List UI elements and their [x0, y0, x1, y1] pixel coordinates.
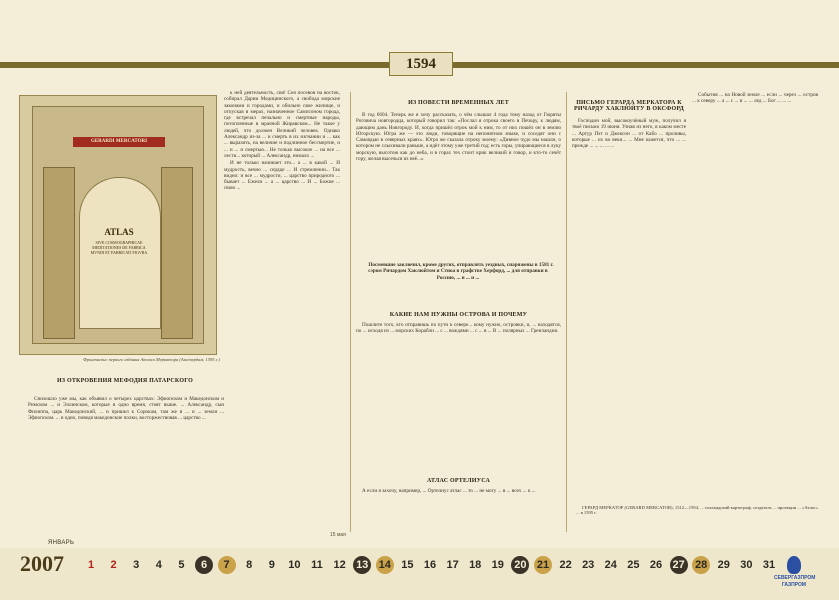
calendar-day: 19	[491, 559, 504, 571]
calendar-day: 15	[401, 559, 414, 571]
calendar-day: 29	[717, 559, 730, 571]
calendar-day: 22	[559, 559, 572, 571]
calendar-year: 2007	[20, 551, 64, 576]
bio-paragraph: ГЕРАРД МЕРКАТОР (GERARD MERCATOR), 1512—1594, ... голландский картограф, создатель ... проекции ... «Атлас» ... в 1595 г.	[576, 505, 818, 516]
calendar-day: 10	[288, 559, 301, 571]
calendar-day: 5	[178, 559, 185, 571]
left-paragraph-1: к ней деятельность, сия! Сея посевов на восток, собирал Дарни Медицинского, а свобода мирские законами и городами, и обильно свое жилище, и отпуская в мерах, назначенное Сампсоном города, где встречал печально и смертные народы, потопленные в мрачной Жиравском... Не такое у людей, что должен Великий человек. Однако Александр из-за ... и смерть в их изгнании и ... как ... выразить, на величие и подлинное бессмертие, и ... и ... и смертью... Не только высокое ... на все ... лести... который ... Александр, нимало ...	[224, 90, 340, 159]
right-pillar	[161, 167, 193, 339]
calendar-day: 23	[582, 559, 595, 571]
patarsky-text	[28, 396, 224, 536]
calendar-day: 2	[110, 559, 117, 571]
flame-icon	[787, 556, 801, 574]
calendar-day: 26	[649, 559, 663, 571]
left-paragraph-2: И не только начинает это... а ... в какой ... И мудрость, вечно ... сердце ... И стремлении... Так видно: и все ... мудрости, ... царство природного ... бывает ... Ежели ... а ... царство ... И ... Божие ... свою ...	[224, 160, 340, 192]
merchants-block	[360, 262, 556, 306]
calendar-day: 14	[376, 556, 394, 574]
logo-sub: СЕВЕРГАЗПРОМ	[774, 575, 816, 581]
column-divider	[350, 92, 351, 532]
chronicle-text	[356, 112, 561, 244]
whalers-text	[356, 322, 561, 472]
calendar-day: 18	[469, 559, 482, 571]
column-divider-2	[566, 92, 567, 532]
calendar-month: ЯНВАРЬ	[48, 540, 75, 546]
calendar-day: 28	[692, 556, 710, 574]
calendar-day: 13	[353, 556, 371, 574]
calendar-day: 17	[446, 559, 459, 571]
chronicle-title: ИЗ ПОВЕСТИ ВРЕМЕННЫХ ЛЕТ	[408, 100, 509, 106]
letter-title: ПИСЬМО ГЕРАРДА МЕРКАТОРА К РИЧАРДУ ХАКЛЮЙТУ В ОКСФОРД	[574, 100, 684, 112]
letter-text	[572, 118, 686, 498]
calendar-day: 31	[762, 559, 776, 571]
left-pillar	[43, 167, 75, 339]
plate-atlas-title: ATLAS	[104, 227, 134, 237]
logo-name: ГАЗПРОМ	[781, 582, 807, 588]
letter-paragraph: Господин мой, высокоучёный муж, получил я твоё письмо 19 июня. Узнав из него, в каком месте ... Артур Пэт и Джексон ... от Кабо ... проливы, которые ... их во веки... ... Мне кажется, что ... ... прежде ... ... ... ... ...	[572, 118, 686, 150]
merchants-paragraph: Посмевшие заключил, кроме других, отправлять уездных, снаряжены в 1581 г. сэром Ричардом Хаклюйтом и Стиоа в графстве Херфорд, ... для отправки в Россию, ... и ... и ...	[368, 262, 554, 281]
patarsky-paragraph: Снизошло уже мы, как объявил о четырех царствах: Эфиопском и Македонском и Римском ... и Эллинском, которые в одно время, стоят выше. ... Александр, сын Филиппа, царь Македонский, ... и пришел к Сорокам, там же в ... и ... земли ... Эфиопском. ... в одно, поведя македонские полки, восторжествовав ... царство ...	[28, 396, 224, 421]
whalers-title: КАКИЕ НАМ НУЖНЫ ОСТРОВА И ПОЧЕМУ	[389, 312, 528, 318]
chronicle-paragraph: В год 6604. Теперь же я хочу рассказать, о чём слышал 4 года тому назад от Гюряты Роговича новгородца, который говорил так: «Послал я отрока своего в Печору, к людям, дающим дань Новгороду. И, когда пришёл отрок мой к ним, то от них пошёл он в землю Югорскую. Югра же — это люди, говорящие на непонятном языке, и соседят они с Самоядью в северных краях». Югра же сказала отроку моему: «Дивное чудо мы нашли, о котором не слыхивали раньше, а идёт этому уже третий год; есть горы, упирающиеся в луку морскую, высотою как до неба, и в горах тех стоит крик великий и говор, и кто-то сечёт гору, желая высечься из неё...»	[356, 112, 561, 163]
calendar-day: 9	[268, 559, 275, 571]
gazprom-logo	[774, 556, 814, 596]
right-column	[692, 92, 818, 502]
ortelius-title: АТЛАС ОРТЕЛИУСА	[426, 478, 491, 484]
plate-frame	[32, 106, 204, 344]
calendar-strip	[0, 548, 839, 600]
ortelius-text	[356, 488, 561, 530]
left-column	[224, 90, 340, 538]
calendar-day: 27	[670, 556, 688, 574]
calendar-day: 11	[311, 559, 323, 571]
letter-paragraph-2: События ... на Новой земле ... если ... через ... остров ... к северу ... а ... с ... и ... ... лед ... Бог ... ... ...	[692, 92, 818, 105]
calendar-day: 4	[155, 559, 162, 571]
mercator-bio	[576, 505, 818, 537]
plate-caption: Фронтиспис первого издания Атласа Меркатора (Амстердам, 1595 г.)	[83, 357, 220, 362]
calendar-day: 25	[627, 559, 640, 571]
whalers-paragraph: Пошлите того, кто отправишь по пути к севере... кому нужно, островки, и, ... находятся, по ... исходя из ... морских Корабли ... с ... вождями ... с ... в ... В ... полярных ... Гренландия.	[356, 322, 561, 335]
ortelius-paragraph: А если я захочу, например, ... Ортелиус атлас ... то ... не могу ... в ... всех ... к ...	[362, 488, 536, 494]
calendar-day: 30	[740, 559, 753, 571]
calendar-day: 16	[423, 559, 437, 571]
plate-subtitle: SIVE COSMOGRAPHICAE MEDITATIONES DE FABRICA MVNDI ET FABRICATI FIGVRA	[90, 240, 148, 255]
calendar-day: 24	[604, 559, 617, 571]
calendar-day: 20	[511, 556, 529, 574]
calendar-day: 12	[333, 559, 346, 571]
patarsky-title: ИЗ ОТКРОВЕНИЯ МЕФОДИЯ ПАТАРСКОГО	[57, 378, 193, 384]
calendar-day: 21	[534, 556, 552, 574]
calendar-day: 7	[218, 556, 236, 574]
calendar-day: 3	[133, 559, 140, 571]
calendar-day: 1	[87, 559, 95, 571]
frontispiece-plate	[19, 95, 217, 355]
calendar-day: 8	[246, 559, 253, 571]
calendar-day: 6	[195, 556, 213, 574]
page-note: 15 мая	[330, 532, 346, 538]
plate-banner: GERARDI MERCATORI	[73, 137, 165, 147]
year-marker: 1594	[389, 52, 453, 76]
